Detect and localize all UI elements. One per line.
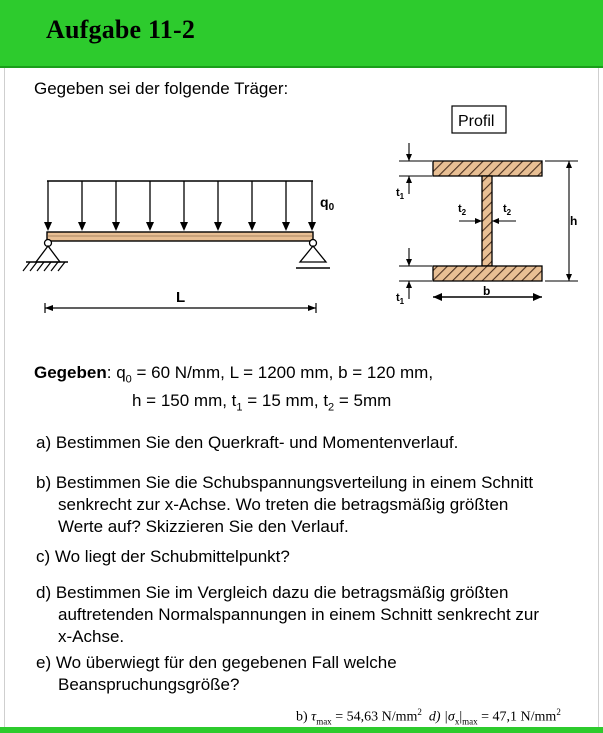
i-profile-section: [433, 161, 542, 281]
pin-support: [23, 240, 68, 272]
t2-left-label: $t_2$: [458, 203, 467, 217]
t1-bottom-label: $t_1$: [396, 292, 405, 306]
profile-label: Profil: [458, 113, 495, 130]
b-label: b: [483, 284, 491, 298]
t1-top-dimension: [399, 143, 432, 194]
given-line-2: h = 150 mm, $t_1 = 15$ mm, $t_2 = 5mm$: [132, 391, 392, 414]
footer-bar: [0, 727, 603, 733]
given-label: Gegeben: [34, 363, 107, 382]
load-label: $q_0$: [320, 194, 335, 213]
header-bar: [0, 0, 603, 68]
task-c: c) Wo liegt der Schubmittelpunkt?: [36, 547, 290, 566]
task-b: b) Bestimmen Sie die Schubspannungsverteilung in einem Schnitt senkrecht zur x-Achse. Wo treten die betragsmäßig größten Werte auf? Skizzieren Sie den Verlauf.: [36, 473, 534, 536]
page-title: Aufgabe 11-2: [46, 15, 196, 44]
t2-right-label: $t_2$: [503, 203, 512, 217]
task-d: d) Bestimmen Sie im Vergleich dazu die betragsmäßig größten auftretenden Normalspannungen in einem Schnitt senkrecht zur x-Achse.: [36, 583, 540, 646]
task-e: e) Wo überwiegt für den gegebenen Fall welche Beanspruchungsgröße?: [36, 653, 397, 694]
intro-text: Gegeben sei der folgende Träger:: [34, 79, 289, 98]
distributed-load: [44, 181, 316, 231]
t1-bottom-dimension: [399, 248, 432, 299]
beam: [47, 232, 313, 241]
length-label: L: [176, 289, 186, 306]
roller-support: [296, 240, 330, 269]
given-values: Gegeben: $q_0 = 60$ N/mm, L = 1200 mm, b = 120 mm, h = 150 mm, $t_1 = 15$ mm, $t_2 = 5mm$: [34, 362, 433, 419]
t1-top-label: $t_1$: [396, 187, 405, 201]
h-label: h: [570, 214, 578, 228]
task-a: a) Bestimmen Sie den Querkraft- und Momentenverlauf.: [36, 433, 459, 452]
answers-line: b) $\tau_{max} = 54,63$ $N/mm^2$ d) $|\sigma_x|_{max} = 47,1$ $N/mm^2$: [296, 707, 561, 727]
beam-diagram: [0, 95, 603, 325]
